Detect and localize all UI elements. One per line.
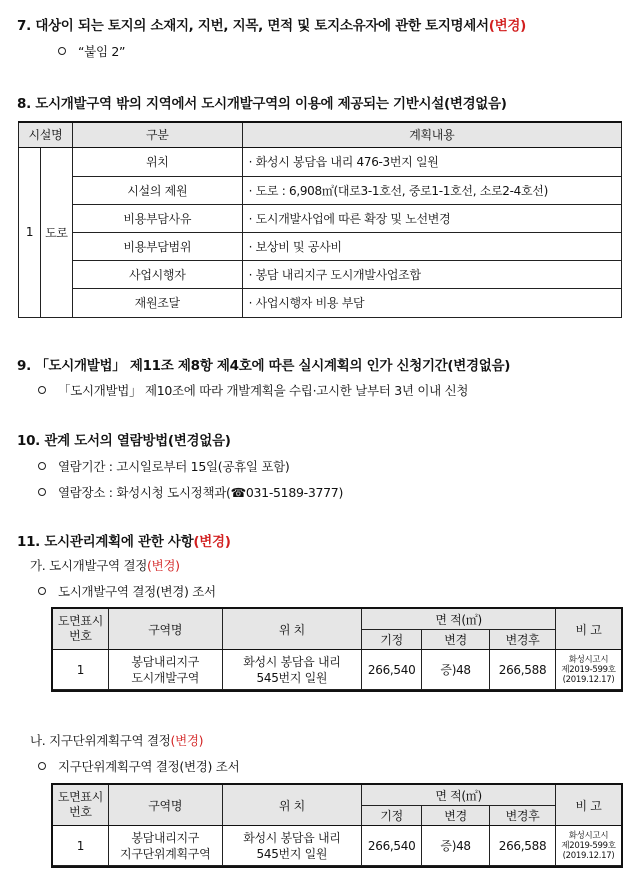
section11-sub-a-bullet bbox=[38, 582, 216, 600]
section11-sub-b-bullet bbox=[38, 757, 239, 775]
row-category: 시설의 제원 bbox=[72, 176, 242, 204]
header-district: 구역명 bbox=[108, 609, 222, 650]
section7-bullet-text: “붙임 2” bbox=[78, 44, 126, 59]
section8-heading bbox=[17, 92, 507, 112]
header-location: 위 치 bbox=[222, 609, 362, 650]
row-plan: · 도로 : 6,908㎡(대로3-1호선, 중로1-1호선, 소로2-4호선) bbox=[242, 176, 621, 204]
cell-district-line1: 봉담내리지구 bbox=[131, 654, 200, 669]
row-plan: · 화성시 봉담읍 내리 476-3번지 일원 bbox=[242, 147, 621, 176]
cell-remarks-line2: 제2019-599호 bbox=[561, 664, 616, 675]
cell-after: 266,588 bbox=[490, 650, 556, 690]
header-remarks: 비 고 bbox=[555, 785, 621, 826]
header-remarks: 비 고 bbox=[555, 609, 621, 650]
cell-existing: 266,540 bbox=[362, 826, 422, 866]
cell-remarks-line1: 화성시고시 bbox=[568, 654, 609, 665]
district-table-a bbox=[52, 608, 622, 690]
header-change: 변경 bbox=[422, 630, 490, 650]
cell-change: 증)48 bbox=[422, 650, 490, 690]
cell-remarks-line1: 화성시고시 bbox=[568, 830, 609, 841]
section10-bullet2-text: 열람장소 : 화성시청 도시정책과(☎031-5189-3777) bbox=[58, 485, 344, 500]
section8-title: 도시개발구역 밖의 지역에서 도시개발구역의 이용에 제공되는 기반시설(변경없음) bbox=[35, 96, 507, 112]
row-category: 비용부담범위 bbox=[72, 232, 242, 260]
section7-title: 대상이 되는 토지의 소재지, 지번, 지목, 면적 및 토지소유자에 관한 토지명세서 bbox=[35, 18, 489, 34]
header-district: 구역명 bbox=[108, 785, 222, 826]
section10-title: 관계 도서의 열람방법(변경없음) bbox=[44, 433, 231, 449]
sub-b-tag: (변경) bbox=[170, 733, 204, 748]
section11-title: 도시관리계획에 관한 사항 bbox=[44, 534, 194, 550]
header-map-no-line1: 도면표시 bbox=[57, 790, 104, 804]
section10-bullet-2 bbox=[38, 483, 343, 501]
cell-district bbox=[108, 650, 222, 690]
section11-sub-a bbox=[30, 556, 180, 574]
cell-district-line1: 봉담내리지구 bbox=[131, 830, 200, 845]
row-plan: · 사업시행자 비용 부담 bbox=[242, 288, 621, 317]
infrastructure-table bbox=[18, 121, 622, 318]
cell-remarks bbox=[555, 650, 621, 690]
section10-number: 10. bbox=[17, 433, 41, 449]
row-category: 위치 bbox=[72, 147, 242, 176]
cell-location-line2: 545번지 일원 bbox=[256, 670, 328, 685]
header-category: 구분 bbox=[72, 122, 242, 147]
section10-bullet-1 bbox=[38, 457, 289, 475]
row-plan: · 도시개발사업에 따른 확장 및 노선변경 bbox=[242, 204, 621, 232]
cell-location-line2: 545번지 일원 bbox=[256, 846, 328, 861]
cell-location-line1: 화성시 봉담읍 내리 bbox=[243, 654, 341, 669]
facility-name: 도로 bbox=[40, 147, 72, 317]
section9-number: 9. bbox=[17, 358, 31, 374]
cell-remarks bbox=[555, 826, 621, 866]
header-after: 변경후 bbox=[490, 630, 556, 650]
row-category: 재원조달 bbox=[72, 288, 242, 317]
cell-remarks-line3: (2019.12.17) bbox=[562, 674, 615, 685]
section9-title: 「도시개발법」 제11조 제8항 제4호에 따른 실시계획의 인가 신청기간(변경없음) bbox=[35, 358, 511, 374]
cell-district-line2: 지구단위계획구역 bbox=[120, 846, 211, 861]
section11-tag: (변경) bbox=[193, 534, 231, 550]
cell-location-line1: 화성시 봉담읍 내리 bbox=[243, 830, 341, 845]
header-existing: 기정 bbox=[362, 806, 422, 826]
row-plan: · 봉담 내리지구 도시개발사업조합 bbox=[242, 260, 621, 288]
header-facility: 시설명 bbox=[19, 122, 73, 147]
cell-remarks-line3: (2019.12.17) bbox=[562, 850, 615, 861]
cell-change: 증)48 bbox=[422, 826, 490, 866]
section8-number: 8. bbox=[17, 96, 31, 112]
header-map-no bbox=[53, 609, 109, 650]
district-table-b bbox=[52, 784, 622, 866]
sub-b-label: 나. 지구단위계획구역 결정 bbox=[30, 733, 171, 748]
sub-a-bullet-text: 도시개발구역 결정(변경) 조서 bbox=[58, 584, 216, 599]
header-map-no-line1: 도면표시 bbox=[57, 614, 104, 628]
header-plan: 계획내용 bbox=[242, 122, 621, 147]
section10-bullet1-text: 열람기간 : 고시일로부터 15일(공휴일 포함) bbox=[58, 459, 290, 474]
header-map-no-line2: 번호 bbox=[69, 805, 92, 819]
header-area: 면 적(㎡) bbox=[362, 609, 556, 630]
row-plan: · 보상비 및 공사비 bbox=[242, 232, 621, 260]
row-category: 사업시행자 bbox=[72, 260, 242, 288]
header-area: 면 적(㎡) bbox=[362, 785, 556, 806]
cell-remarks-line2: 제2019-599호 bbox=[561, 840, 616, 851]
bullet-circle-icon bbox=[38, 762, 46, 770]
header-existing: 기정 bbox=[362, 630, 422, 650]
section11-heading bbox=[17, 530, 231, 550]
cell-location bbox=[222, 826, 362, 866]
bullet-circle-icon bbox=[38, 488, 46, 496]
cell-no: 1 bbox=[53, 826, 109, 866]
header-map-no bbox=[53, 785, 109, 826]
bullet-circle-icon bbox=[38, 386, 46, 394]
sub-a-tag: (변경) bbox=[147, 558, 180, 573]
bullet-circle-icon bbox=[58, 47, 66, 55]
section11-sub-b bbox=[30, 731, 203, 749]
section7-heading bbox=[17, 14, 526, 34]
sub-b-bullet-text: 지구단위계획구역 결정(변경) 조서 bbox=[58, 759, 240, 774]
header-change: 변경 bbox=[422, 806, 490, 826]
cell-after: 266,588 bbox=[490, 826, 556, 866]
cell-district bbox=[108, 826, 222, 866]
facility-no: 1 bbox=[19, 147, 41, 317]
cell-no: 1 bbox=[53, 650, 109, 690]
header-map-no-line2: 번호 bbox=[69, 629, 92, 643]
section10-heading bbox=[17, 429, 231, 449]
bullet-circle-icon bbox=[38, 462, 46, 470]
section7-number: 7. bbox=[17, 18, 31, 34]
section7-bullet bbox=[58, 42, 125, 60]
section9-bullet-text: 「도시개발법」 제10조에 따라 개발계획을 수립·고시한 날부터 3년 이내 신청 bbox=[58, 383, 469, 398]
bullet-circle-icon bbox=[38, 587, 46, 595]
section11-number: 11. bbox=[17, 534, 41, 550]
section9-heading bbox=[17, 354, 510, 374]
cell-existing: 266,540 bbox=[362, 650, 422, 690]
section7-tag: (변경) bbox=[488, 18, 527, 34]
cell-location bbox=[222, 650, 362, 690]
header-location: 위 치 bbox=[222, 785, 362, 826]
row-category: 비용부담사유 bbox=[72, 204, 242, 232]
section9-bullet bbox=[38, 381, 468, 399]
header-after: 변경후 bbox=[490, 806, 556, 826]
sub-a-label: 가. 도시개발구역 결정 bbox=[30, 558, 147, 573]
cell-district-line2: 도시개발구역 bbox=[131, 670, 200, 685]
